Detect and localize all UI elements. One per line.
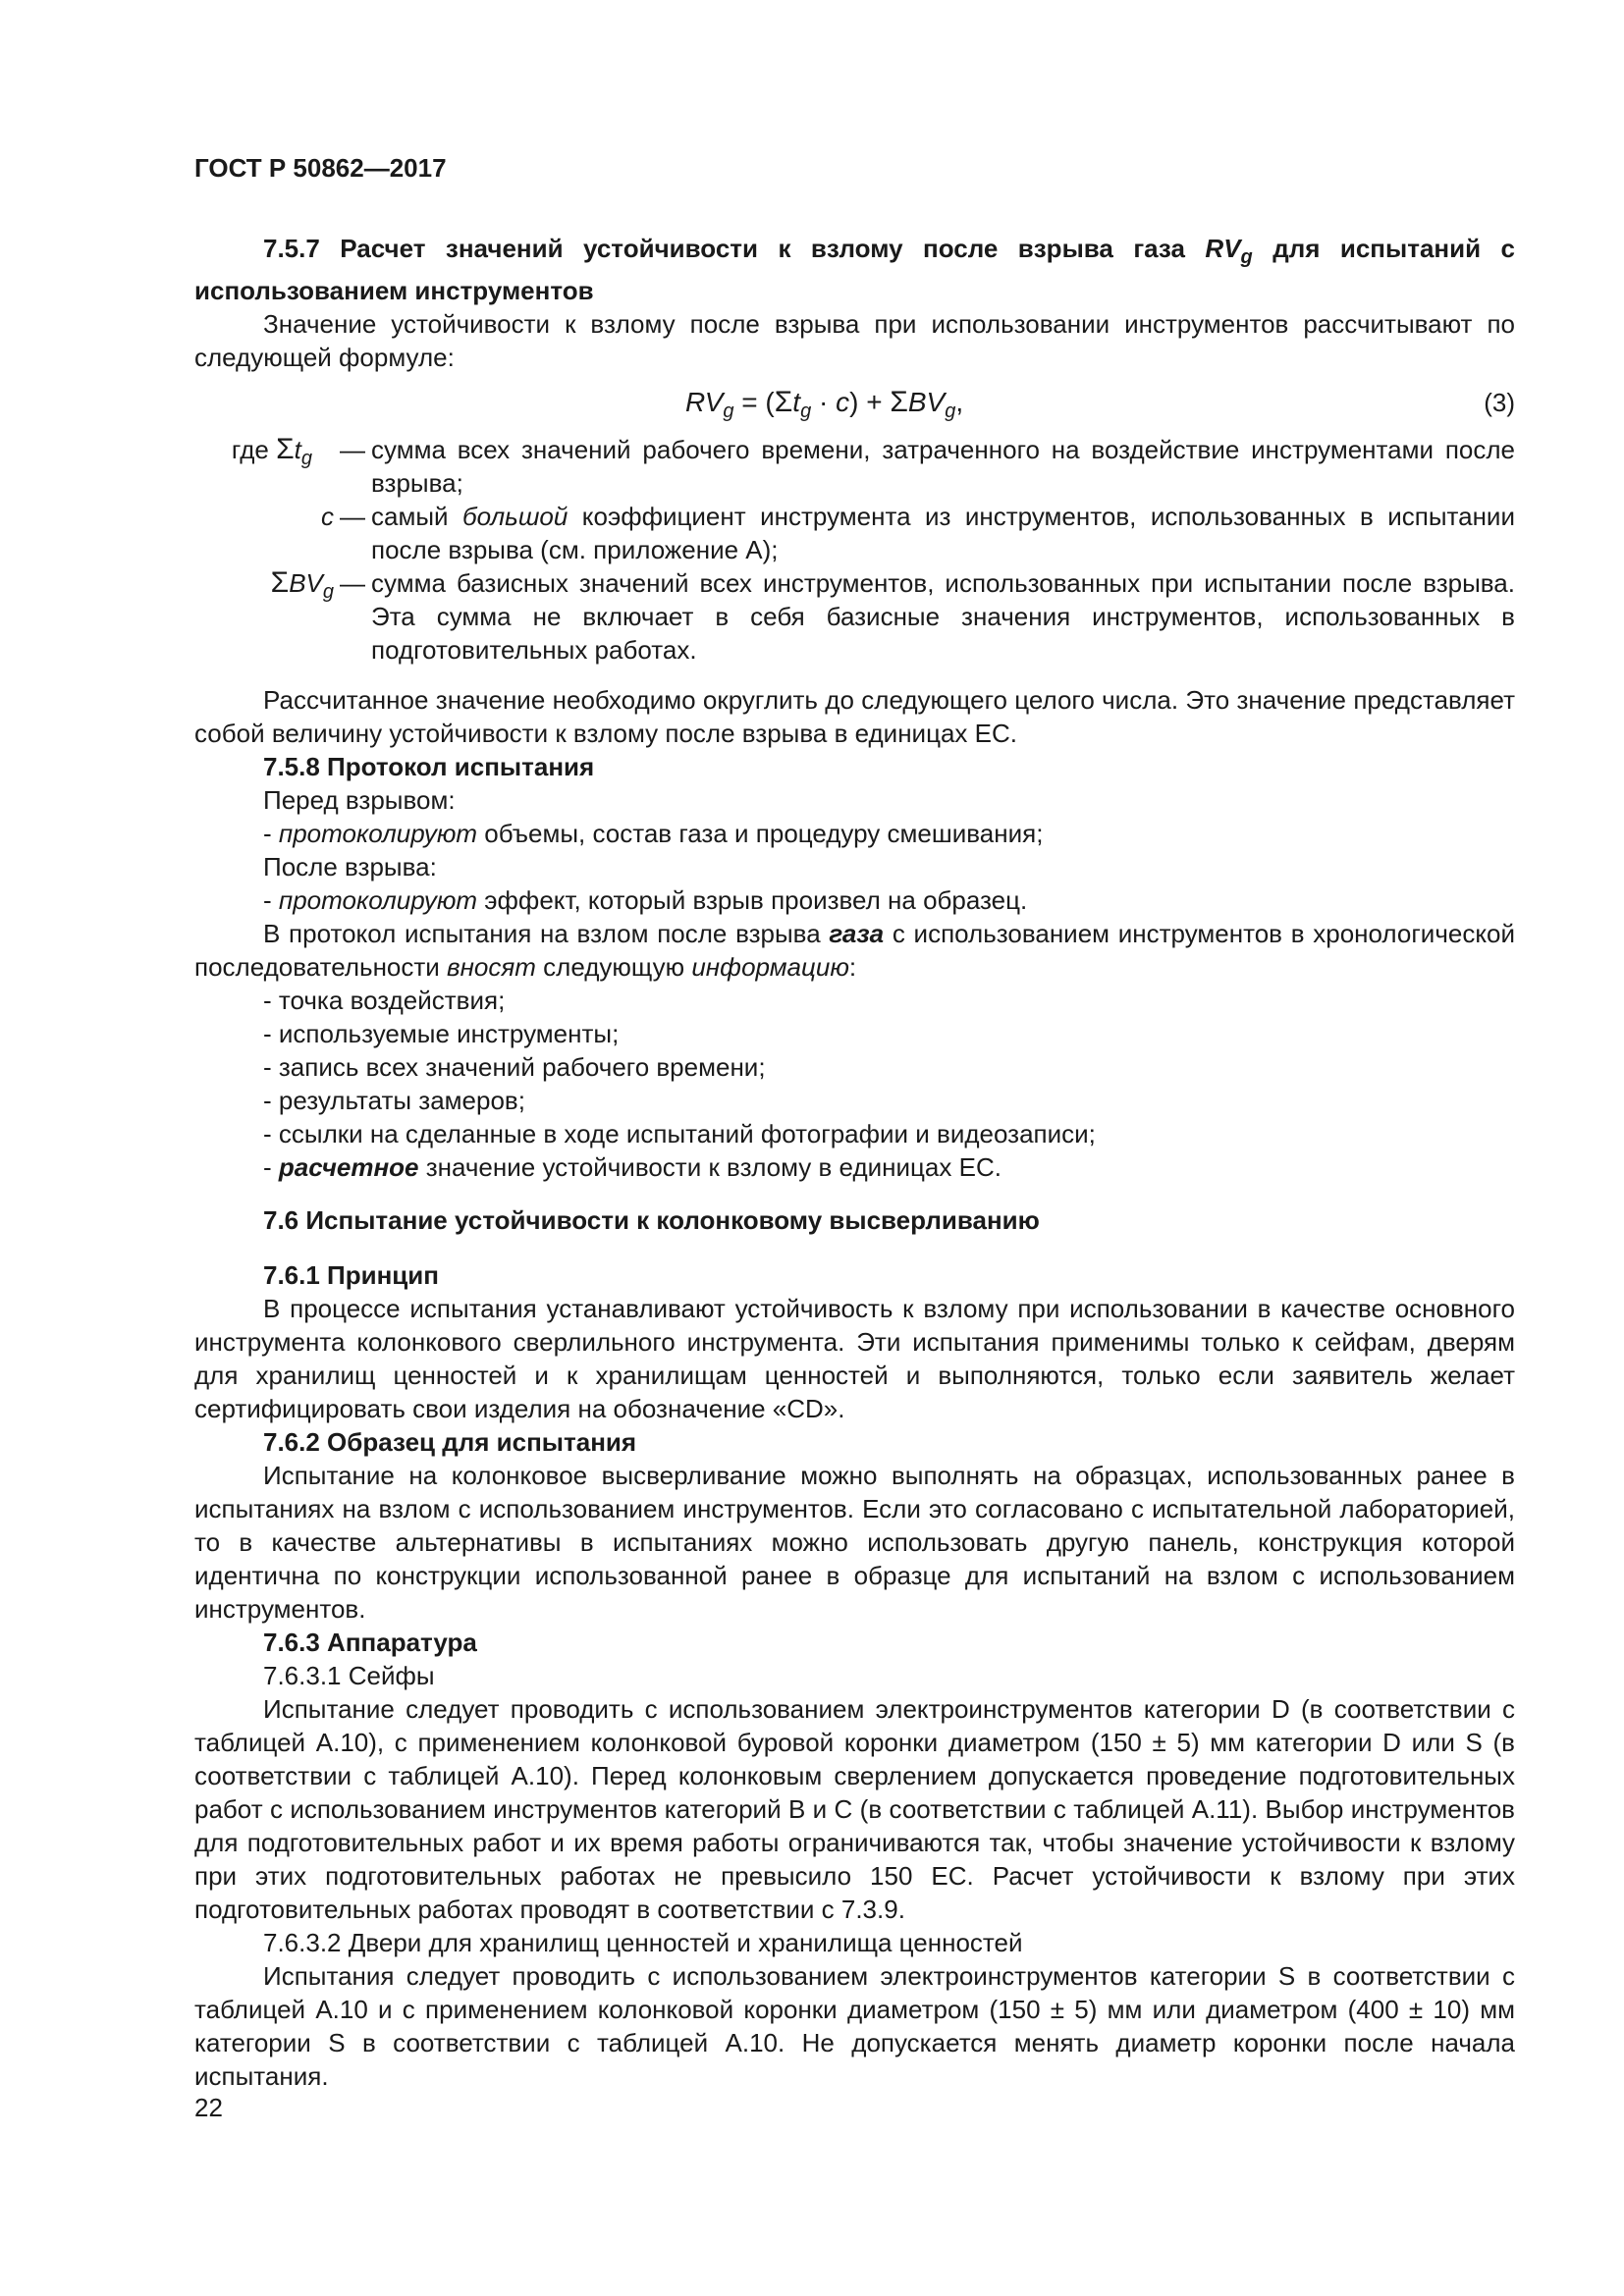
paragraph: Рассчитанное значение необходимо округлить до следующего целого числа. Это значение представляет собой величину устойчивости к взлому после взрыва в единицах ЕС. <box>194 685 1515 749</box>
section-heading-7-5-7: 7.5.7 Расчет значений устойчивости к взлому после взрыва газа $RV_g$ для испытаний с использованием инструментов <box>194 234 1515 306</box>
formula-3 <box>194 378 1515 431</box>
list-item: - результаты замеров; <box>263 1086 525 1116</box>
definition-text: сумма всех значений рабочего времени, затраченного на воздействие инструментами после взрыва; <box>371 435 1515 499</box>
section-heading-7-5-8: 7.5.8 Протокол испытания <box>263 752 595 782</box>
list-item: - протоколируют объемы, состав газа и процедуру смешивания; <box>263 819 1044 849</box>
definition-row: c — самый большой коэффициент инструмента из инструментов, использованных в испытании после взрыва (см. приложение А); <box>194 500 1515 566</box>
subsection-heading: 7.6.3.1 Сейфы <box>263 1661 435 1691</box>
paragraph: Испытания следует проводить с использованием электроинструментов категории S в соответствии с таблицей А.10 и с применением колонковой коронки диаметром (150 ± 5) мм или диаметром (400 ± 10) мм категории S в соответствии с таблицей А.10. Не допускается менять диаметр коронки после начала испытания. <box>194 1961 1515 2092</box>
definition-symbol: c <box>321 502 334 532</box>
definition-row: $\Sigma BV_g$ — сумма базисных значений всех инструментов, использованных при испытании после взрыва. Эта сумма не включает в себя базисные значения инструментов, использованных в подготовительных работах. <box>194 566 1515 667</box>
paragraph: После взрыва: <box>263 852 437 882</box>
paragraph: Испытание следует проводить с использованием электроинструментов категории D (в соответствии с таблицей А.10), с применением колонковой буровой коронки диаметром (150 ± 5) мм категории D или S (в соответствии с таблицей А.10). Перед колонковым сверлением допускается проведение подготовительных работ с использованием инструментов категорий В и С (в соответствии с таблицей А.11). Выбор инструментов для подготовительных работ и их время работы ограничиваются так, чтобы значение устойчивости к взлому при этих подготовительных работах не превысило 150 ЕС. Расчет устойчивости к взлому при этих подготовительных работах проводят в соответствии с 7.3.9. <box>194 1694 1515 1925</box>
definition-text: сумма базисных значений всех инструментов, использованных при испытании после взрыва. Эта сумма не включает в себя базисные значения инструментов, использованных в подготовительных работах. <box>371 568 1515 666</box>
section-heading-7-6-3: 7.6.3 Аппаратура <box>263 1628 477 1658</box>
list-item: - используемые инструменты; <box>263 1019 620 1049</box>
paragraph: Значение устойчивости к взлому после взрыва при использовании инструментов рассчитывают по следующей формуле: <box>194 309 1515 373</box>
paragraph: Перед взрывом: <box>263 785 456 816</box>
section-heading-7-6-1: 7.6.1 Принцип <box>263 1260 439 1291</box>
equation-number: (3) <box>1484 388 1515 418</box>
list-item: - точка воздействия; <box>263 986 506 1016</box>
sum-symbol: Σ <box>890 386 908 419</box>
list-item: - расчетное значение устойчивости к взлому в единицах ЕС. <box>263 1152 1001 1183</box>
list-item: - протоколируют эффект, который взрыв произвел на образец. <box>263 885 1028 916</box>
document-body <box>194 232 1515 2093</box>
formula-definitions <box>194 433 1515 667</box>
sum-symbol: Σ <box>774 386 793 419</box>
section-heading-7-6: 7.6 Испытание устойчивости к колонковому высверливанию <box>263 1205 1040 1236</box>
document-header: ГОСТ Р 50862—2017 <box>194 153 447 183</box>
formula-expression: $RV_g = (\Sigma t_g \cdot c) + \Sigma BV_g$, <box>685 386 964 423</box>
definition-symbol: $\Sigma BV_g$ <box>270 566 334 604</box>
paragraph: В процессе испытания устанавливают устойчивость к взлому при использовании в качестве основного инструмента колонкового сверлильного инструмента. Эти испытания применимы только к сейфам, дверям для хранилищ ценностей и к хранилищам ценностей и выполняются, только если заявитель желает сертифицировать свои изделия на обозначение «CD». <box>194 1294 1515 1424</box>
subsection-heading: 7.6.3.2 Двери для хранилищ ценностей и хранилища ценностей <box>263 1928 1023 1958</box>
definition-row: где $\Sigma t_g$ — сумма всех значений рабочего времени, затраченного на воздействие инструментами после взрыва; <box>194 433 1515 500</box>
section-heading-7-6-2: 7.6.2 Образец для испытания <box>263 1427 637 1458</box>
page-number: 22 <box>194 2093 223 2122</box>
heading-symbol: RV <box>1205 234 1241 263</box>
list-item: - ссылки на сделанные в ходе испытаний фотографии и видеозаписи; <box>263 1119 1096 1149</box>
definition-symbol: где $\Sigma t_g$ <box>231 433 312 470</box>
definition-text: самый большой коэффициент инструмента из инструментов, использованных в испытании после взрыва (см. приложение А); <box>371 502 1515 565</box>
list-item: - запись всех значений рабочего времени; <box>263 1052 766 1083</box>
paragraph: В протокол испытания на взлом после взрыва газа с использованием инструментов в хронологической последовательности вносят следующую информацию: <box>194 919 1515 983</box>
paragraph: Испытание на колонковое высверливание можно выполнять на образцах, использованных ранее в испытаниях на взлом с использованием инструментов. Если это согласовано с испытательной лабораторией, то в качестве альтернативы в испытаниях можно использовать другую панель, конструкция которой идентична по конструкции использованной ранее в образце для испытаний на взлом с использованием инструментов. <box>194 1461 1515 1625</box>
